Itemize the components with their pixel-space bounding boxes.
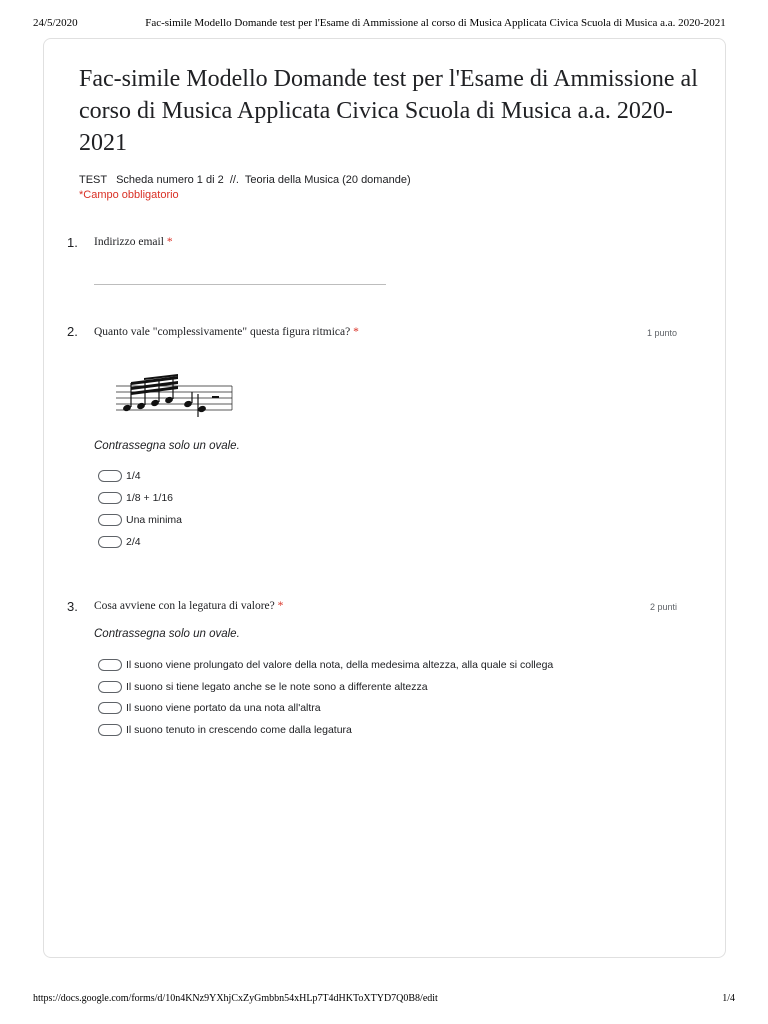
option-crescendo[interactable] bbox=[98, 723, 352, 737]
radio-oval[interactable] bbox=[98, 492, 122, 504]
instruction: Contrassegna solo un ovale. bbox=[94, 628, 240, 640]
points-label: 1 punto bbox=[646, 328, 677, 338]
option-2-4[interactable] bbox=[98, 535, 141, 549]
option-portato[interactable] bbox=[98, 701, 321, 715]
option-label: Il suono viene portato da una nota all'altra bbox=[126, 702, 321, 714]
instruction: Contrassegna solo un ovale. bbox=[94, 440, 240, 452]
option-label: Una minima bbox=[126, 514, 183, 526]
option-una-minima[interactable] bbox=[98, 513, 182, 527]
question-label: Cosa avviene con la legatura di valore? bbox=[94, 600, 275, 612]
radio-oval[interactable] bbox=[98, 702, 122, 714]
question-label: Indirizzo email bbox=[94, 236, 164, 248]
question-number: 3. bbox=[67, 599, 78, 614]
option-1-8-plus-1-16[interactable] bbox=[98, 491, 173, 505]
form-title: Fac-simile Modello Domande test per l'Esame di Ammissione al corso di Musica Applicata Civica Scuola di Musica a.a. 2020-2021 bbox=[79, 66, 698, 156]
page-number: 1/4 bbox=[722, 993, 735, 1004]
radio-oval[interactable] bbox=[98, 514, 122, 526]
option-label: Il suono tenuto in crescendo come dalla legatura bbox=[126, 724, 352, 736]
print-url: https://docs.google.com/forms/d/10n4KNz9YXhjCxZyGmbbn54xHLp7T4dHKToXTYD7Q0B8/edit bbox=[33, 993, 438, 1004]
option-label: 2/4 bbox=[126, 536, 141, 548]
question-label: Quanto vale "complessivamente" questa figura ritmica? bbox=[94, 326, 351, 338]
print-title: Fac-simile Modello Domande test per l'Esame di Ammissione al corso di Musica Applicata Civica Scuola di Musica a.a. 2020-2021 bbox=[145, 17, 726, 29]
radio-oval[interactable] bbox=[98, 659, 122, 671]
rhythm-figure-image bbox=[114, 372, 236, 418]
question-text bbox=[94, 600, 283, 612]
radio-oval[interactable] bbox=[98, 681, 122, 693]
radio-oval[interactable] bbox=[98, 536, 122, 548]
points-label: 2 punti bbox=[649, 602, 677, 612]
required-note: *Campo obbligatorio bbox=[79, 189, 179, 201]
option-legato[interactable] bbox=[98, 680, 428, 694]
option-label: Il suono si tiene legato anche se le note sono a differente altezza bbox=[126, 681, 428, 693]
question-number: 2. bbox=[67, 324, 78, 339]
required-asterisk: * bbox=[353, 326, 359, 338]
required-asterisk: * bbox=[277, 600, 284, 612]
option-prolungato[interactable] bbox=[98, 658, 553, 672]
form-description: TEST Scheda numero 1 di 2 //. Teoria della Musica (20 domande) bbox=[79, 174, 411, 186]
radio-oval[interactable] bbox=[98, 470, 122, 482]
required-asterisk: * bbox=[166, 236, 173, 248]
radio-oval[interactable] bbox=[98, 724, 122, 736]
question-text bbox=[94, 326, 359, 338]
option-1-4[interactable] bbox=[98, 469, 141, 483]
option-label: 1/8 + 1/16 bbox=[126, 492, 173, 504]
option-label: Il suono viene prolungato del valore della nota, della medesima altezza, alla quale si collega bbox=[126, 659, 554, 671]
email-field[interactable] bbox=[94, 284, 386, 285]
question-text bbox=[94, 236, 173, 248]
question-number: 1. bbox=[67, 235, 78, 250]
print-date: 24/5/2020 bbox=[33, 17, 78, 29]
option-label: 1/4 bbox=[126, 470, 141, 482]
